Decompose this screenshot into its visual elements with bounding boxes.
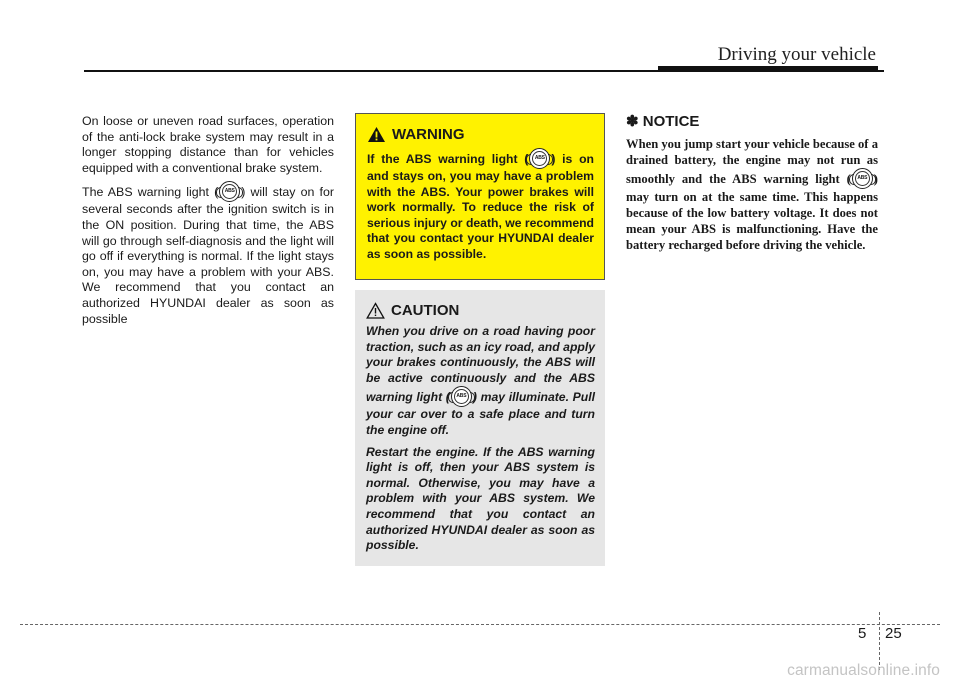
page-number: 25 xyxy=(885,625,902,642)
paragraph-abs-warning-light: The ABS warning light ( ABS ) will stay on for several seconds after the ignition switch is in the ON position. During that time, the ABS will go through self-diagnosis and the light will go off if everything is normal. If the light stays on, you may have a problem with your ABS. We recommend that you contact an authorized HYUNDAI dealer as soon as possible xyxy=(82,181,334,327)
abs-warning-icon: ABS xyxy=(852,168,873,189)
paragraph-abs-stopping-distance: On loose or uneven road surfaces, operation of the anti-lock brake system may result in a longer stopping distance than for vehicles equipped with a conventional brake system. xyxy=(82,114,334,175)
chapter-number: 5 xyxy=(858,625,867,642)
notice-text: When you jump start your vehicle because of a drained battery, the engine may not run as smoothly and the ABS warning light ( ABS ) may turn on at the same time. This happens because of the low battery voltage. It does not mean your ABS is malfunctioning. Have the battery recharged before driving the vehicle. xyxy=(626,137,878,252)
abs-warning-icon: ABS xyxy=(529,148,550,169)
warning-text: If the ABS warning light ( ABS ) is on and stays on, you may have a problem with the ABS. Your power brakes will work normally. To reduce the risk of serious injury or death, we recommend that you contact your HYUNDAI dealer as soon as possible. xyxy=(367,148,594,263)
header-rule-accent xyxy=(658,66,878,72)
section-title: Driving your vehicle xyxy=(717,44,876,65)
warning-box xyxy=(355,113,605,280)
notice-section xyxy=(626,112,878,253)
watermark: carmanualsonline.info xyxy=(787,662,940,679)
footer-rule xyxy=(20,624,940,625)
caution-text-1: When you drive on a road having poor traction, such as an icy road, and apply your brakes continuously, the ABS will be active continuously and the ABS warning light ( ABS ) may illuminate. Pull your car over to a safe place and turn the engine off. xyxy=(366,324,595,437)
caution-box xyxy=(355,290,605,566)
body-text-column xyxy=(82,114,334,332)
notice-heading: ✽ NOTICE xyxy=(626,113,700,130)
caution-heading: CAUTION xyxy=(366,300,595,320)
abs-warning-icon: ABS xyxy=(451,386,472,407)
caution-text-2: Restart the engine. If the ABS warning light is off, then your ABS system is normal. Otherwise, you may have a problem with your ABS system. We recommend that you contact an authorized HYUNDAI dealer as soon as possible. xyxy=(366,444,595,553)
warning-triangle-icon xyxy=(367,126,386,143)
abs-warning-icon: ABS xyxy=(219,181,240,202)
caution-triangle-icon xyxy=(366,302,385,319)
warning-heading: WARNING xyxy=(367,124,594,144)
